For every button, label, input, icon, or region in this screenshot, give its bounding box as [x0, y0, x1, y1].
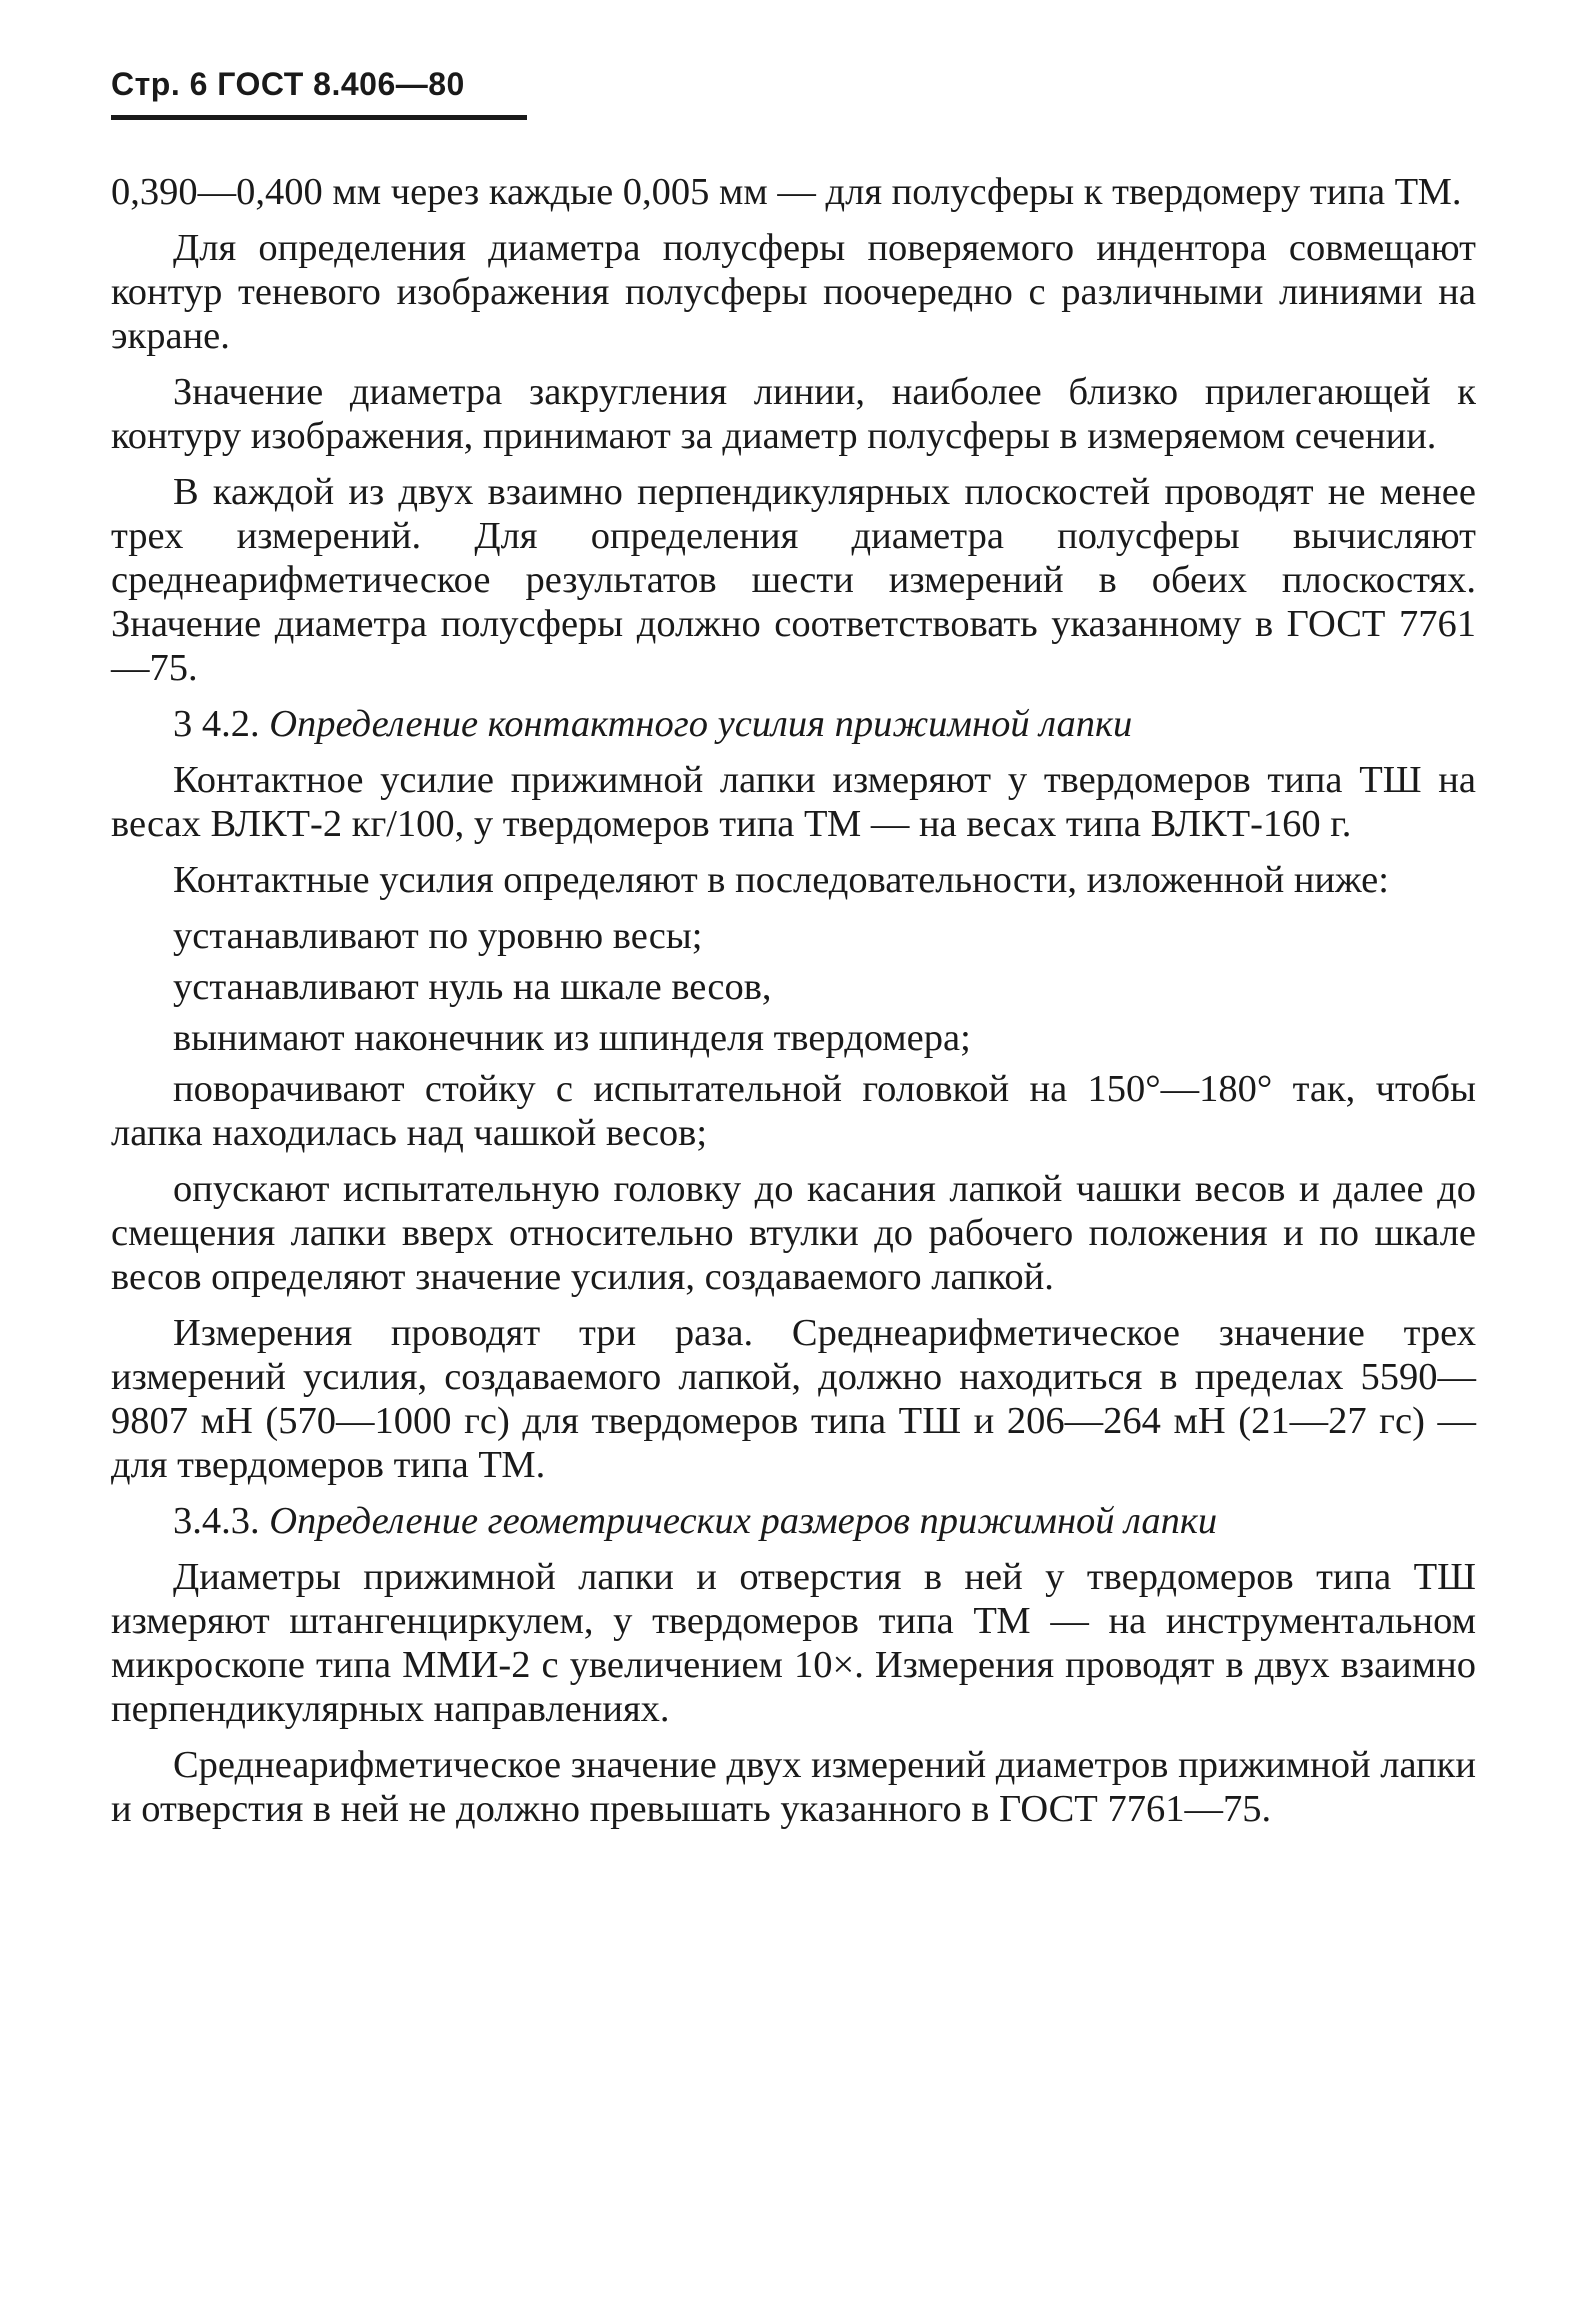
section-number: 3.4.3.	[173, 1500, 260, 1542]
document-body	[111, 170, 1476, 1843]
list-item: устанавливают по уровню весы;	[173, 915, 703, 957]
section-title: Определение геометрических размеров прижимной лапки	[269, 1500, 1218, 1542]
paragraph: Среднеарифметическое значение двух измерений диаметров прижимной лапки и отверстия в ней не должно превышать указанного в ГОСТ 7761—75.	[111, 1744, 1476, 1830]
header-rule	[111, 115, 527, 120]
paragraph: Измерения проводят три раза. Среднеарифметическое значение трех измерений усилия, создаваемого лапкой, должно находиться в пределах 5590—9807 мН (570—1000 гс) для твердомеров типа ТШ и 206—264 мН (21—27 гс) — для твердомеров типа ТМ.	[111, 1312, 1476, 1486]
section-heading-3-4-3	[111, 1499, 1476, 1543]
list-item: поворачивают стойку с испытательной головкой на 150°—180° так, чтобы лапка находилась над чашкой весов;	[111, 1068, 1476, 1154]
section-title: Определение контактного усилия прижимной лапки	[269, 703, 1133, 745]
paragraph: Контактные усилия определяют в последовательности, изложенной ниже:	[173, 859, 1389, 901]
paragraph: 0,390—0,400 мм через каждые 0,005 мм — для полусферы к твердомеру типа ТМ.	[111, 171, 1462, 213]
section-number: 3 4.2.	[173, 703, 260, 745]
list-item: устанавливают нуль на шкале весов,	[173, 966, 772, 1008]
paragraph: Диаметры прижимной лапки и отверстия в ней у твердомеров типа ТШ измеряют штангенциркулем, у твердомеров типа ТМ — на инструментальном микроскопе типа ММИ-2 с увеличением 10×. Измерения проводят в двух взаимно перпендикулярных направлениях.	[111, 1556, 1476, 1730]
paragraph: Для определения диаметра полусферы поверяемого индентора совмещают контур теневого изображения полусферы поочередно с различными линиями на экране.	[111, 227, 1476, 357]
paragraph: Контактное усилие прижимной лапки измеряют у твердомеров типа ТШ на весах ВЛКТ-2 кг/100, у твердомеров типа ТМ — на весах типа ВЛКТ-160 г.	[111, 759, 1476, 845]
paragraph: Значение диаметра закругления линии, наиболее близко прилегающей к контуру изображения, принимают за диаметр полусферы в измеряемом сечении.	[111, 371, 1476, 457]
section-heading-3-4-2	[111, 702, 1476, 746]
paragraph: В каждой из двух взаимно перпендикулярных плоскостей проводят не менее трех измерений. Для определения диаметра полусферы вычисляют среднеарифметическое результатов шести измерений в обеих плоскостях. Значение диаметра полусферы должно соответствовать указанному в ГОСТ 7761—75.	[111, 471, 1476, 689]
list-item: вынимают наконечник из шпинделя твердомера;	[173, 1017, 971, 1059]
page-header: Стр. 6 ГОСТ 8.406—80	[111, 66, 465, 102]
list-item: опускают испытательную головку до касания лапкой чашки весов и далее до смещения лапки вверх относительно втулки до рабочего положения и по шкале весов определяют значение усилия, создаваемого лапкой.	[111, 1168, 1476, 1298]
